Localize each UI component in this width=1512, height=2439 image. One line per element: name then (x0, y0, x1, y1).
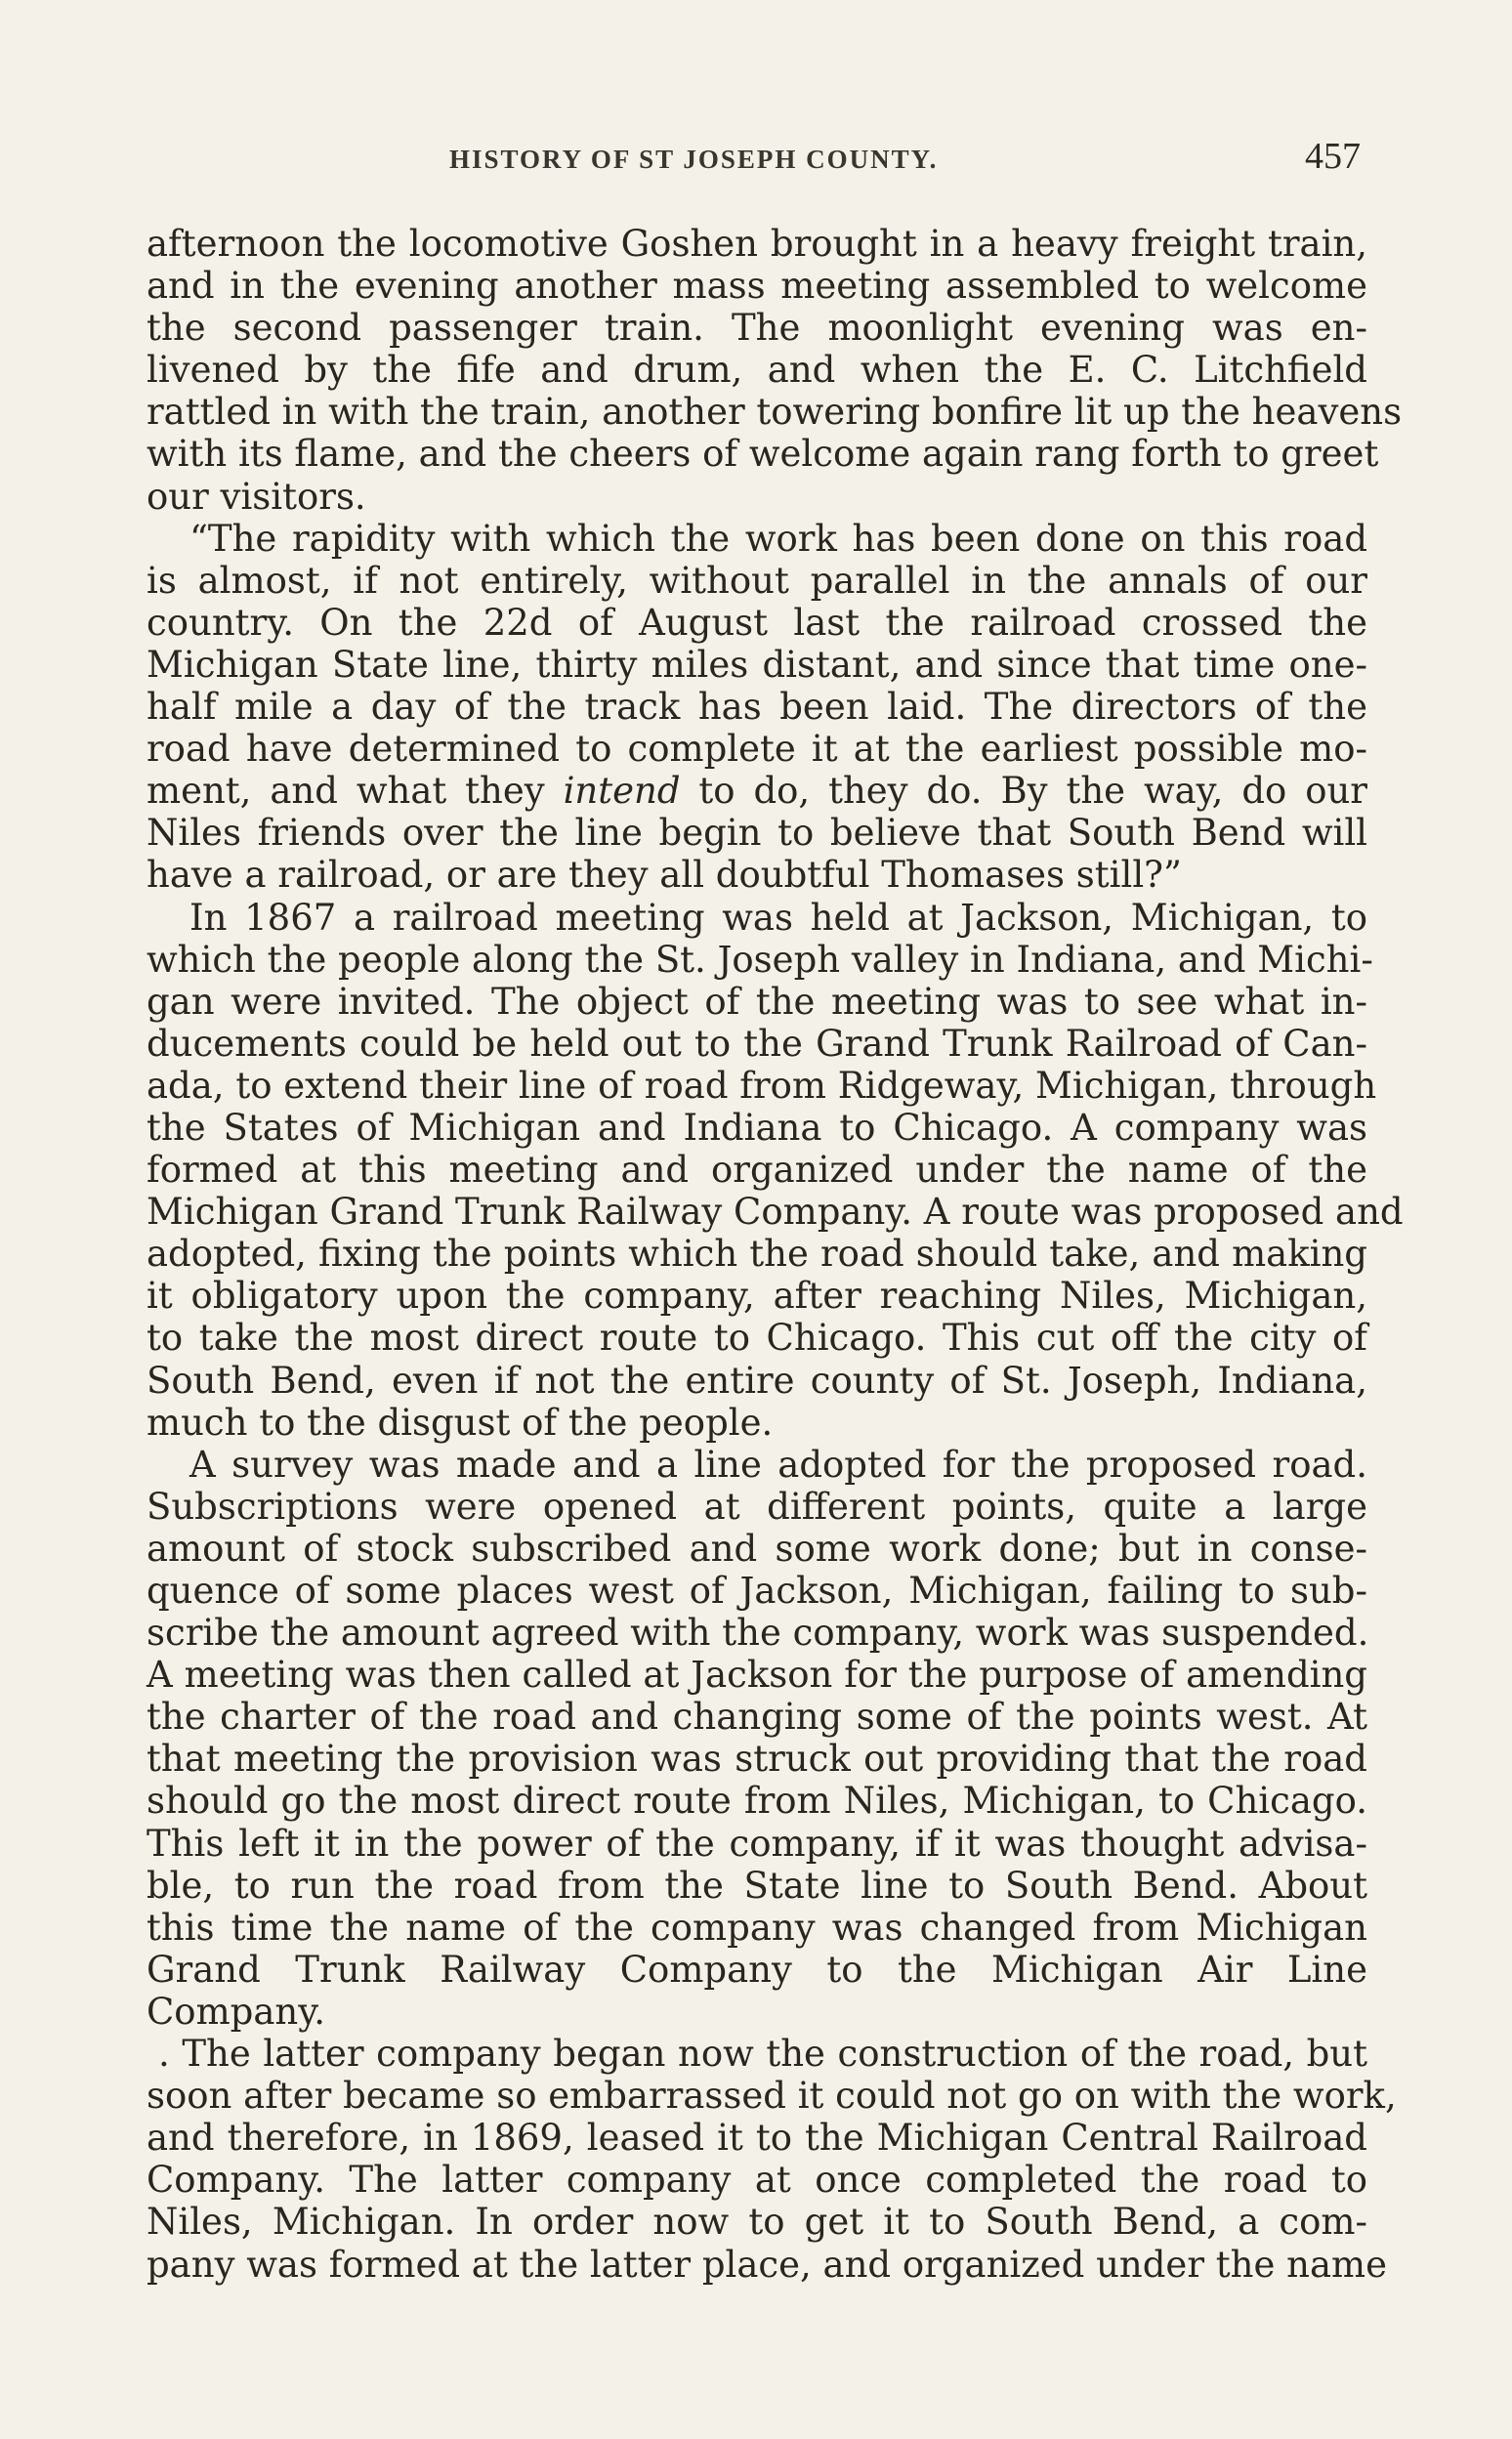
text-line: is almost, if not entirely, without parallel in the annals of our (147, 559, 1367, 602)
text-line: gan were invited. The object of the meeting was to see what in- (147, 980, 1367, 1023)
text-line: much to the disgust of the people. (147, 1401, 774, 1444)
text-line: and therefore, in 1869, leased it to the Michigan Central Railroad (147, 2117, 1367, 2160)
text-line: . The latter company began now the construction of the road, but (158, 2033, 1367, 2076)
text-line: should go the most direct route from Niles, Michigan, to Chicago. (147, 1780, 1367, 1823)
text-line: country. On the 22d of August last the railroad crossed the (147, 601, 1367, 644)
text-line: ble, to run the road from the State line to South Bend. About (147, 1864, 1367, 1907)
text-line: pany was formed at the latter place, and organized under the name (147, 2243, 1387, 2286)
text-line: afternoon the locomotive Goshen brought in a heavy freight train, (147, 223, 1367, 265)
text-line: South Bend, even if not the entire county of St. Joseph, Indiana, (147, 1359, 1367, 1402)
text-line: In 1867 a railroad meeting was held at Jackson, Michigan, to (189, 896, 1367, 939)
text-line: with its flame, and the cheers of welcome again rang forth to greet (147, 433, 1379, 476)
text-line: ducements could be held out to the Grand Trunk Railroad of Can- (147, 1022, 1367, 1065)
text-line: the States of Michigan and Indiana to Chicago. A company was (147, 1106, 1367, 1149)
text-line: to take the most direct route to Chicago. This cut off the city of (147, 1317, 1367, 1360)
text-segment: ment, and what they (147, 770, 564, 813)
text-line: road have determined to complete it at the earliest possible mo- (147, 728, 1367, 771)
text-line: A survey was made and a line adopted for the proposed road. (189, 1443, 1367, 1486)
text-line: Michigan Grand Trunk Railway Company. A route was proposed and (147, 1191, 1404, 1234)
text-segment: to do, they do. By the way, do our (680, 770, 1367, 813)
text-line: This left it in the power of the company, if it was thought advisa- (147, 1822, 1367, 1865)
running-head: HISTORY OF ST JOSEPH COUNTY. (449, 145, 939, 174)
text-line: half mile a day of the track has been laid. The directors of the (147, 686, 1367, 729)
page-number: 457 (1305, 136, 1361, 177)
text-line: formed at this meeting and organized under the name of the (147, 1149, 1367, 1192)
text-line: A meeting was then called at Jackson for the purpose of amending (147, 1654, 1367, 1697)
text-line: “The rapidity with which the work has been done on this road (189, 517, 1367, 560)
text-line: this time the name of the company was changed from Michigan (147, 1906, 1367, 1949)
text-line: Grand Trunk Railway Company to the Michigan Air Line (147, 1948, 1367, 1991)
text-line: Niles friends over the line begin to believe that South Bend will (147, 812, 1367, 855)
text-line: our visitors. (147, 475, 366, 518)
text-line: scribe the amount agreed with the company, work was suspended. (147, 1612, 1369, 1655)
text-line: soon after became so embarrassed it could not go on with the work, (147, 2075, 1397, 2118)
text-line: it obligatory upon the company, after reaching Niles, Michigan, (147, 1275, 1367, 1318)
text-line: quence of some places west of Jackson, Michigan, failing to sub- (147, 1570, 1367, 1612)
text-line: Company. The latter company at once completed the road to (147, 2159, 1367, 2202)
text-line: livened by the fife and drum, and when the E. C. Litchfield (147, 349, 1367, 392)
body-text (147, 223, 1404, 2286)
text-line: adopted, fixing the points which the road should take, and making (147, 1233, 1367, 1276)
text-line: ada, to extend their line of road from Ridgeway, Michigan, through (147, 1064, 1377, 1107)
text-line: that meeting the provision was struck out providing that the road (147, 1738, 1367, 1781)
text-line: have a railroad, or are they all doubtful Thomases still?” (147, 854, 1182, 897)
text-line: rattled in with the train, another towering bonfire lit up the heavens (147, 391, 1403, 434)
text-line: and in the evening another mass meeting assembled to welcome (147, 265, 1367, 308)
text-line: Company. (147, 1990, 325, 2033)
text-line: the charter of the road and changing some of the points west. At (147, 1696, 1367, 1739)
text-line: Subscriptions were opened at different points, quite a large (147, 1485, 1367, 1528)
text-line: amount of stock subscribed and some work done; but in conse- (147, 1527, 1367, 1570)
text-line: the second passenger train. The moonlight evening was en- (147, 307, 1367, 350)
text-line-with-italic (147, 770, 1367, 812)
italic-word: intend (563, 770, 681, 813)
text-line: Michigan State line, thirty miles distant, and since that time one- (147, 643, 1367, 686)
text-line: which the people along the St. Joseph valley in Indiana, and Michi- (147, 938, 1373, 981)
text-line: Niles, Michigan. In order now to get it to South Bend, a com- (147, 2201, 1367, 2244)
